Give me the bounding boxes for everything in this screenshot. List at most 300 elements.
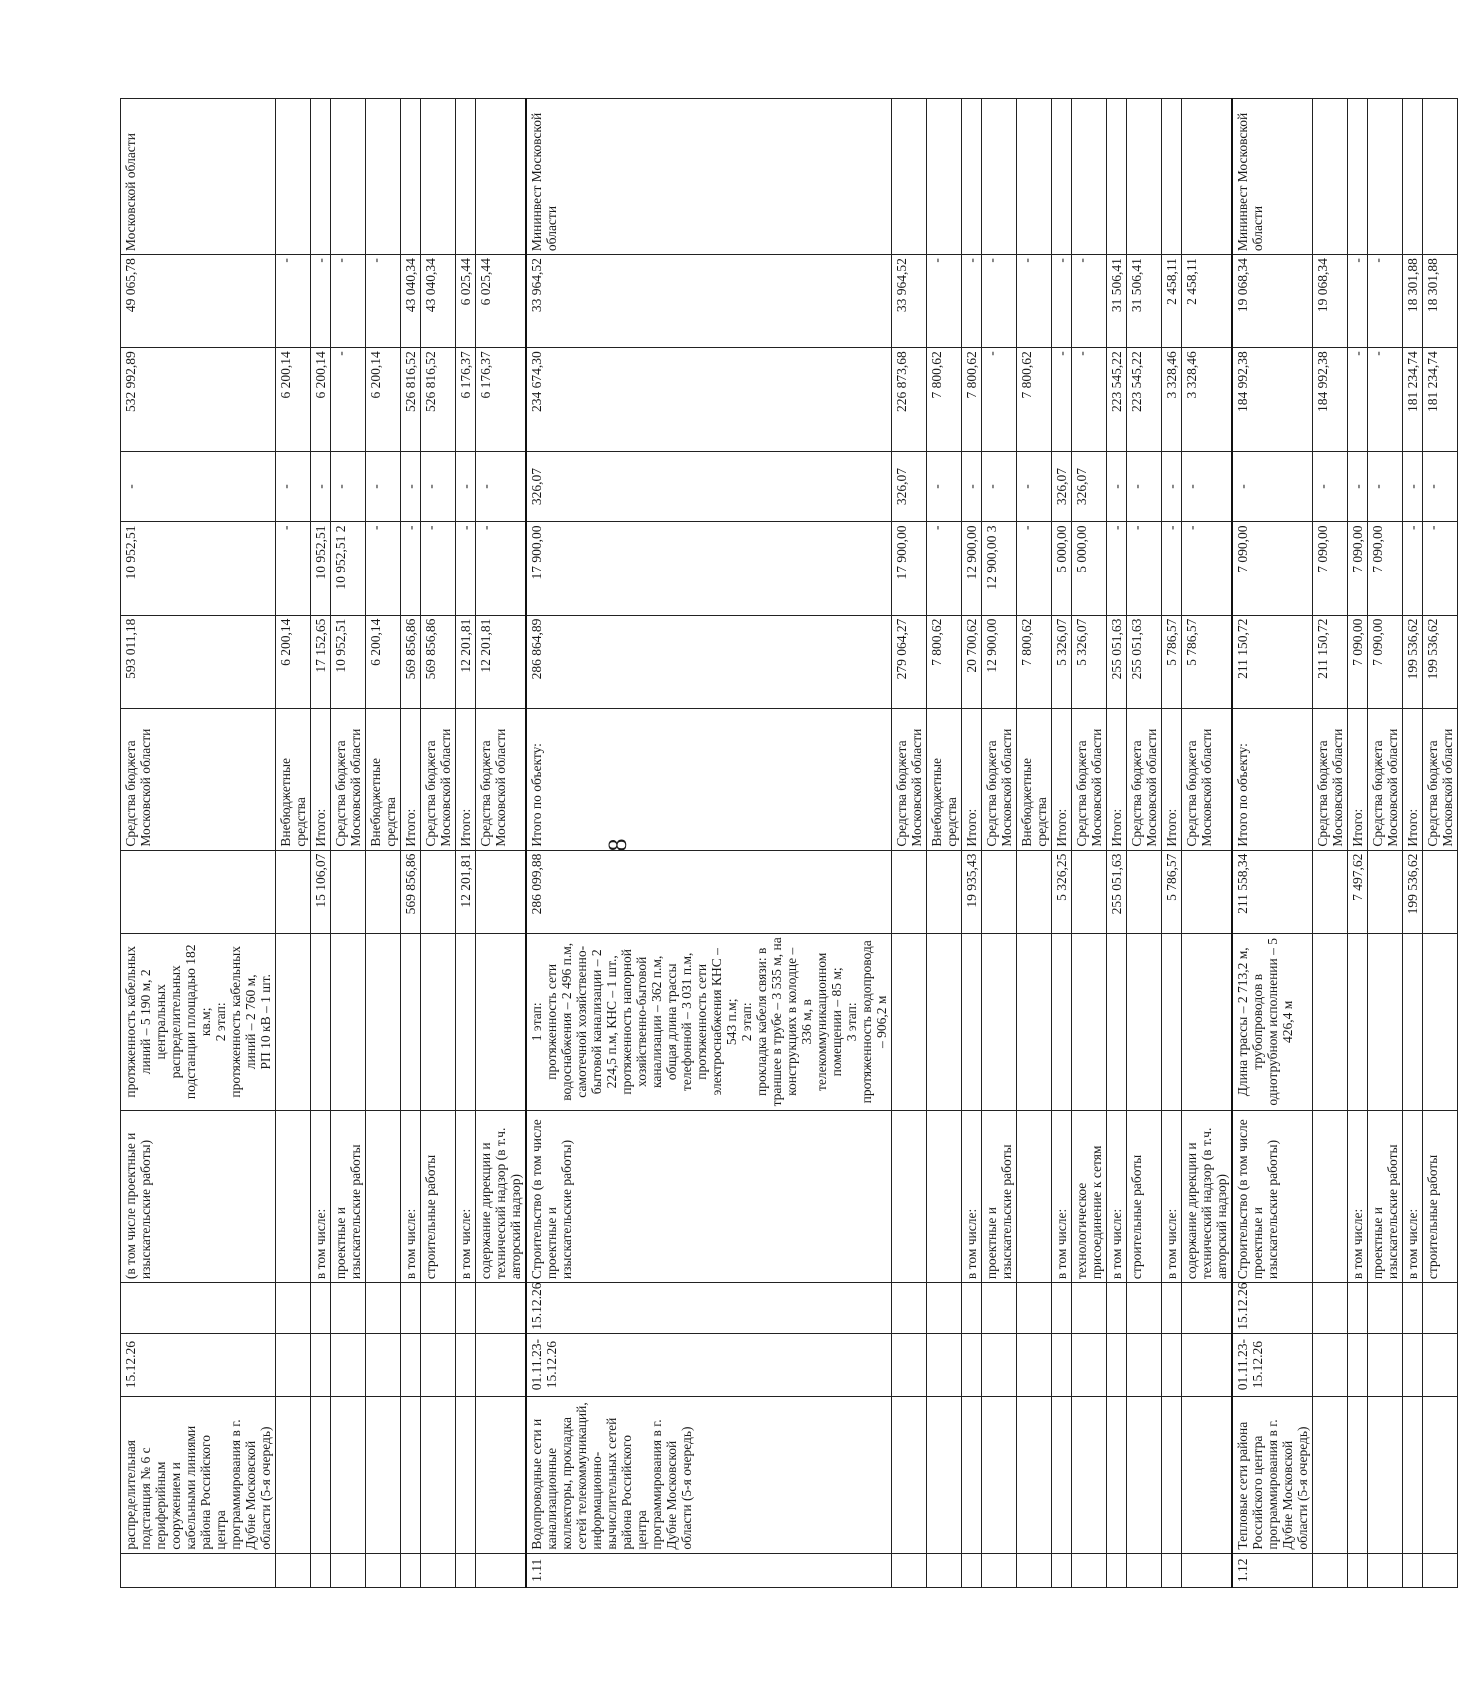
cell-year-2026: 31 506,41 [1107, 255, 1127, 348]
cell-funding-source: Итого: [311, 708, 331, 850]
cell-year-2026: - [982, 255, 1017, 348]
cell-year-2026: 18 301,88 [1423, 255, 1458, 348]
cell-estimated-cost: 15 106,07 [311, 850, 331, 933]
cell-year-2026: - [311, 255, 331, 348]
cell-year-2025: - [1368, 348, 1403, 451]
cell-year-2024: - [1423, 451, 1458, 522]
cell-funding-source: Внебюджетные средства [927, 708, 962, 850]
cell-object-name [401, 1396, 421, 1553]
cell-capacity [1072, 933, 1107, 1110]
cell-customer [1348, 99, 1368, 255]
cell-period [1182, 1333, 1233, 1396]
cell-object-name [1017, 1396, 1052, 1553]
cell-work-type [1017, 1110, 1052, 1282]
cell-funding-source: Средства бюджета Московской области [421, 708, 456, 850]
cell-year-2026: - [1368, 255, 1403, 348]
cell-customer [401, 99, 421, 255]
cell-year-2023: 17 900,00 [526, 522, 892, 615]
cell-customer [311, 99, 331, 255]
cell-year-2025: 184 992,38 [1313, 348, 1348, 451]
cell-year-2026: 19 068,34 [1313, 255, 1348, 348]
cell-object-name: распределительная подстанция № 6 с периферийным сооружением и кабельными линиями района Российского центра программирования в г. Дубне Московской области (5-я очередь) [121, 1396, 276, 1553]
cell-capacity [1017, 933, 1052, 1110]
cell-year-2025: - [982, 348, 1017, 451]
cell-capacity [1403, 933, 1423, 1110]
cell-total: 286 864,89 [526, 615, 892, 708]
cell-capacity [456, 933, 476, 1110]
cell-work-type: в том числе: [962, 1110, 982, 1282]
cell-capacity [276, 933, 311, 1110]
cell-year-2024: - [1017, 451, 1052, 522]
cell-estimated-cost [1127, 850, 1162, 933]
cell-estimated-cost [1017, 850, 1052, 933]
cell-work-type: проектные и изыскательские работы [1368, 1110, 1403, 1282]
cell-customer [366, 99, 401, 255]
cell-completion-date [476, 1283, 527, 1334]
cell-funding-source: Средства бюджета Московской области [476, 708, 527, 850]
cell-year-2023: 12 900,00 [962, 522, 982, 615]
cell-year-2026: 6 025,44 [476, 255, 527, 348]
cell-work-type: в том числе: [1348, 1110, 1368, 1282]
cell-funding-source: Итого по объекту: [526, 708, 892, 850]
cell-customer [1403, 99, 1423, 255]
cell-year-2025: 7 800,62 [962, 348, 982, 451]
cell-work-type: содержание дирекции и технический надзор (в т.ч. авторский надзор) [1182, 1110, 1233, 1282]
table-row [892, 99, 927, 1588]
cell-capacity [1107, 933, 1127, 1110]
cell-object-name [1423, 1396, 1458, 1553]
cell-year-2024: - [121, 451, 276, 522]
cell-year-2025: 3 328,46 [1162, 348, 1182, 451]
cell-work-type: технологическое присоединение к сетям [1072, 1110, 1107, 1282]
cell-work-type [276, 1110, 311, 1282]
cell-estimated-cost: 569 856,86 [401, 850, 421, 933]
cell-year-2024: - [401, 451, 421, 522]
cell-capacity [401, 933, 421, 1110]
cell-object-name [421, 1396, 456, 1553]
cell-customer: Мининвест Московской области [1232, 99, 1313, 255]
cell-customer: Московской области [121, 99, 276, 255]
cell-row-number [421, 1553, 456, 1587]
cell-year-2024: - [366, 451, 401, 522]
cell-total: 211 150,72 [1232, 615, 1313, 708]
cell-funding-source: Внебюджетные средства [276, 708, 311, 850]
cell-year-2023: - [276, 522, 311, 615]
cell-row-number [1423, 1553, 1458, 1587]
cell-period [311, 1333, 331, 1396]
cell-total: 593 011,18 [121, 615, 276, 708]
cell-row-number [892, 1553, 927, 1587]
cell-year-2025: 184 992,38 [1232, 348, 1313, 451]
cell-year-2023: 5 000,00 [1072, 522, 1107, 615]
cell-year-2025: 6 176,37 [476, 348, 527, 451]
cell-year-2024: - [1348, 451, 1368, 522]
cell-year-2023: - [476, 522, 527, 615]
cell-year-2025: - [1348, 348, 1368, 451]
cell-year-2024: - [962, 451, 982, 522]
cell-object-name [1313, 1396, 1348, 1553]
cell-completion-date [1368, 1283, 1403, 1334]
cell-year-2024: - [927, 451, 962, 522]
cell-object-name [1368, 1396, 1403, 1553]
cell-year-2026: 33 964,52 [892, 255, 927, 348]
cell-row-number [1348, 1553, 1368, 1587]
cell-total: 7 090,00 [1348, 615, 1368, 708]
cell-total: 10 952,51 [331, 615, 366, 708]
cell-customer [456, 99, 476, 255]
cell-estimated-cost: 7 497,62 [1348, 850, 1368, 933]
cell-period [927, 1333, 962, 1396]
cell-period [1072, 1333, 1107, 1396]
cell-estimated-cost [276, 850, 311, 933]
cell-row-number [121, 1553, 276, 1587]
cell-year-2023: - [401, 522, 421, 615]
cell-year-2024: - [1182, 451, 1233, 522]
cell-year-2026: - [276, 255, 311, 348]
cell-year-2023: 12 900,00 3 [982, 522, 1017, 615]
cell-customer [1107, 99, 1127, 255]
cell-year-2026: - [1017, 255, 1052, 348]
cell-year-2026: - [331, 255, 366, 348]
cell-year-2023: - [366, 522, 401, 615]
cell-object-name [1348, 1396, 1368, 1553]
cell-row-number [476, 1553, 527, 1587]
cell-total: 6 200,14 [366, 615, 401, 708]
cell-year-2026: - [1052, 255, 1072, 348]
cell-capacity [982, 933, 1017, 1110]
cell-row-number [366, 1553, 401, 1587]
cell-estimated-cost: 5 326,25 [1052, 850, 1072, 933]
cell-period [401, 1333, 421, 1396]
cell-completion-date [1348, 1283, 1368, 1334]
rotated-table-wrapper [120, 98, 1455, 1588]
cell-year-2023: - [1127, 522, 1162, 615]
cell-period [982, 1333, 1017, 1396]
cell-year-2025: 6 200,14 [311, 348, 331, 451]
table-row [1348, 99, 1368, 1588]
cell-object-name [331, 1396, 366, 1553]
cell-year-2026: - [962, 255, 982, 348]
cell-period [1313, 1333, 1348, 1396]
table-row [366, 99, 401, 1588]
cell-year-2025: 7 800,62 [927, 348, 962, 451]
table-row [1017, 99, 1052, 1588]
cell-customer [1368, 99, 1403, 255]
cell-total: 569 856,86 [401, 615, 421, 708]
cell-funding-source: Итого: [1162, 708, 1182, 850]
cell-completion-date [421, 1283, 456, 1334]
cell-completion-date [962, 1283, 982, 1334]
table-row [1107, 99, 1127, 1588]
cell-capacity [1348, 933, 1368, 1110]
cell-period [276, 1333, 311, 1396]
cell-capacity: 1 этап: протяженность сети водоснабжения – 2 496 п.м, самотечной хозяйственно-бытовой канализации – 2 224,5 п.м, КНС – 1 шт., протяженность напорной хозяйственно-бытовой канализации – 362 п.м, общая длина трассы телефонной – 3 031 п.м, протяженность сети электроснабжения КНС – 543 п.м; 2 этап: прокладка кабеля связи: в траншее в трубе – 3 535 м, на конструкциях в колодце – 336 м, в телекоммуникационном помещении – 85 м; 3 этап: протяженность водопровода – 906,2 м [526, 933, 892, 1110]
cell-year-2026: 31 506,41 [1127, 255, 1162, 348]
cell-year-2025: 6 200,14 [366, 348, 401, 451]
cell-total: 255 051,63 [1107, 615, 1127, 708]
cell-year-2026: 33 964,52 [526, 255, 892, 348]
cell-work-type: в том числе: [401, 1110, 421, 1282]
cell-year-2023: - [1182, 522, 1233, 615]
cell-work-type: (в том числе проектные и изыскательские работы) [121, 1110, 276, 1282]
cell-total: 279 064,27 [892, 615, 927, 708]
cell-funding-source: Средства бюджета Московской области [1182, 708, 1233, 850]
cell-year-2025: 226 873,68 [892, 348, 927, 451]
cell-row-number [1017, 1553, 1052, 1587]
cell-work-type [927, 1110, 962, 1282]
cell-total: 5 786,57 [1162, 615, 1182, 708]
cell-object-name [982, 1396, 1017, 1553]
cell-year-2024: - [1107, 451, 1127, 522]
cell-row-number: 1.11 [526, 1553, 892, 1587]
cell-total: 7 800,62 [927, 615, 962, 708]
cell-work-type: в том числе: [311, 1110, 331, 1282]
cell-capacity [892, 933, 927, 1110]
cell-funding-source: Средства бюджета Московской области [892, 708, 927, 850]
cell-year-2023: 5 000,00 [1052, 522, 1072, 615]
cell-year-2026: - [1348, 255, 1368, 348]
cell-total: 12 201,81 [456, 615, 476, 708]
cell-capacity [1127, 933, 1162, 1110]
table-row [421, 99, 456, 1588]
cell-completion-date [1313, 1283, 1348, 1334]
cell-completion-date [1182, 1283, 1233, 1334]
cell-year-2025: 234 674,30 [526, 348, 892, 451]
cell-period [1423, 1333, 1458, 1396]
cell-customer [927, 99, 962, 255]
cell-customer [421, 99, 456, 255]
cell-completion-date [1127, 1283, 1162, 1334]
table-row [1072, 99, 1107, 1588]
cell-year-2023: - [1017, 522, 1052, 615]
cell-completion-date [366, 1283, 401, 1334]
cell-funding-source: Средства бюджета Московской области [1423, 708, 1458, 850]
cell-customer [962, 99, 982, 255]
cell-capacity [311, 933, 331, 1110]
cell-customer [1313, 99, 1348, 255]
cell-year-2023: - [1423, 522, 1458, 615]
cell-object-name [276, 1396, 311, 1553]
cell-funding-source: Средства бюджета Московской области [1127, 708, 1162, 850]
cell-customer [331, 99, 366, 255]
cell-completion-date [1107, 1283, 1127, 1334]
cell-capacity [421, 933, 456, 1110]
cell-estimated-cost [1182, 850, 1233, 933]
cell-period: 01.11.23-15.12.26 [1232, 1333, 1313, 1396]
cell-year-2023: - [456, 522, 476, 615]
table-row [1313, 99, 1348, 1588]
cell-period [1127, 1333, 1162, 1396]
cell-total: 255 051,63 [1127, 615, 1162, 708]
cell-customer [1162, 99, 1182, 255]
cell-work-type: строительные работы [1423, 1110, 1458, 1282]
cell-funding-source: Итого: [1348, 708, 1368, 850]
cell-year-2024: 326,07 [1072, 451, 1107, 522]
cell-period [1162, 1333, 1182, 1396]
cell-row-number [1072, 1553, 1107, 1587]
cell-capacity [1313, 933, 1348, 1110]
cell-total: 211 150,72 [1313, 615, 1348, 708]
cell-year-2023: - [1162, 522, 1182, 615]
cell-completion-date [311, 1283, 331, 1334]
cell-funding-source: Итого по объекту: [1232, 708, 1313, 850]
table-row [1127, 99, 1162, 1588]
table-row [121, 99, 276, 1588]
cell-year-2026: 2 458,11 [1182, 255, 1233, 348]
cell-funding-source: Средства бюджета Московской области [982, 708, 1017, 850]
cell-row-number [276, 1553, 311, 1587]
cell-completion-date: 15.12.26 [526, 1283, 892, 1334]
cell-completion-date: 15.12.26 [1232, 1283, 1313, 1334]
cell-year-2023: - [927, 522, 962, 615]
cell-year-2023: 17 900,00 [892, 522, 927, 615]
cell-period: 01.11.23-15.12.26 [526, 1333, 892, 1396]
cell-year-2024: - [1368, 451, 1403, 522]
cell-capacity [962, 933, 982, 1110]
cell-customer [1052, 99, 1072, 255]
cell-period [1348, 1333, 1368, 1396]
cell-period [476, 1333, 527, 1396]
cell-completion-date [892, 1283, 927, 1334]
cell-estimated-cost [121, 850, 276, 933]
cell-total: 199 536,62 [1423, 615, 1458, 708]
cell-total: 20 700,62 [962, 615, 982, 708]
cell-total: 12 201,81 [476, 615, 527, 708]
cell-object-name [1162, 1396, 1182, 1553]
table-row [456, 99, 476, 1588]
cell-year-2024: - [1313, 451, 1348, 522]
table-row [401, 99, 421, 1588]
cell-object-name [962, 1396, 982, 1553]
table-row [476, 99, 527, 1588]
cell-year-2026: 6 025,44 [456, 255, 476, 348]
cell-object-name [311, 1396, 331, 1553]
table-row [1182, 99, 1233, 1588]
cell-completion-date [1423, 1283, 1458, 1334]
cell-period [366, 1333, 401, 1396]
cell-customer [1182, 99, 1233, 255]
cell-object-name: Тепловые сети района Российского центра программирования в г. Дубне Московской области (5-я очередь) [1232, 1396, 1313, 1553]
cell-year-2025: 6 176,37 [456, 348, 476, 451]
cell-period [1052, 1333, 1072, 1396]
cell-object-name [892, 1396, 927, 1553]
cell-estimated-cost [1313, 850, 1348, 933]
cell-customer [1127, 99, 1162, 255]
cell-year-2025: 7 800,62 [1017, 348, 1052, 451]
cell-row-number [1403, 1553, 1423, 1587]
cell-total: 7 800,62 [1017, 615, 1052, 708]
cell-period [1107, 1333, 1127, 1396]
cell-customer [276, 99, 311, 255]
cell-year-2026: - [1072, 255, 1107, 348]
cell-total: 199 536,62 [1403, 615, 1423, 708]
cell-capacity [366, 933, 401, 1110]
cell-year-2024: 326,07 [526, 451, 892, 522]
cell-row-number [1368, 1553, 1403, 1587]
cell-year-2024: - [1403, 451, 1423, 522]
cell-object-name [927, 1396, 962, 1553]
cell-year-2026: 43 040,34 [401, 255, 421, 348]
cell-year-2025: 181 234,74 [1423, 348, 1458, 451]
cell-customer: Мининвест Московской области [526, 99, 892, 255]
table-row [1232, 99, 1313, 1588]
cell-estimated-cost: 12 201,81 [456, 850, 476, 933]
page-number: 8 [603, 838, 632, 852]
cell-estimated-cost [927, 850, 962, 933]
table-row [1423, 99, 1458, 1588]
cell-year-2025: 6 200,14 [276, 348, 311, 451]
cell-period [962, 1333, 982, 1396]
cell-row-number: 1.12 [1232, 1553, 1313, 1587]
cell-work-type: в том числе: [1403, 1110, 1423, 1282]
cell-total: 12 900,00 [982, 615, 1017, 708]
cell-work-type: в том числе: [1107, 1110, 1127, 1282]
cell-funding-source: Средства бюджета Московской области [1313, 708, 1348, 850]
cell-estimated-cost: 211 558,34 [1232, 850, 1313, 933]
table-row [1368, 99, 1403, 1588]
cell-object-name [1127, 1396, 1162, 1553]
table-row [1403, 99, 1423, 1588]
cell-funding-source: Внебюджетные средства [366, 708, 401, 850]
cell-year-2024: 326,07 [892, 451, 927, 522]
cell-year-2023: 10 952,51 [121, 522, 276, 615]
cell-year-2024: - [276, 451, 311, 522]
cell-funding-source: Итого: [456, 708, 476, 850]
cell-customer [1017, 99, 1052, 255]
cell-total: 5 326,07 [1072, 615, 1107, 708]
cell-capacity: Длина трассы – 2 713,2 м, трубопроводов в однотрубном исполнении – 5 426,4 м [1232, 933, 1313, 1110]
cell-year-2025: 526 816,52 [421, 348, 456, 451]
cell-period [1017, 1333, 1052, 1396]
cell-row-number [1313, 1553, 1348, 1587]
cell-total: 17 152,65 [311, 615, 331, 708]
cell-completion-date [401, 1283, 421, 1334]
cell-object-name [1182, 1396, 1233, 1553]
cell-row-number [1127, 1553, 1162, 1587]
cell-work-type: строительные работы [421, 1110, 456, 1282]
cell-object-name [456, 1396, 476, 1553]
cell-row-number [1107, 1553, 1127, 1587]
cell-year-2026: 43 040,34 [421, 255, 456, 348]
cell-work-type: содержание дирекции и технический надзор (в т.ч. авторский надзор) [476, 1110, 527, 1282]
cell-year-2023: 10 952,51 [311, 522, 331, 615]
cell-completion-date [331, 1283, 366, 1334]
cell-capacity: протяженность кабельных линий – 5 190 м, 2 центральных распределительных подстанции площадью 182 кв.м; 2 этап: протяженность кабельных линий – 2 760 м, РП 10 кВ – 1 шт. [121, 933, 276, 1110]
cell-estimated-cost [982, 850, 1017, 933]
cell-year-2026: - [366, 255, 401, 348]
cell-period [331, 1333, 366, 1396]
cell-completion-date [982, 1283, 1017, 1334]
cell-estimated-cost [1072, 850, 1107, 933]
cell-year-2023: - [1403, 522, 1423, 615]
cell-work-type: в том числе: [1162, 1110, 1182, 1282]
cell-row-number [331, 1553, 366, 1587]
cell-row-number [456, 1553, 476, 1587]
cell-row-number [962, 1553, 982, 1587]
cell-year-2025: 532 992,89 [121, 348, 276, 451]
cell-year-2025: - [1072, 348, 1107, 451]
cell-year-2026: 18 301,88 [1403, 255, 1423, 348]
cell-year-2025: 223 545,22 [1107, 348, 1127, 451]
cell-year-2025: 181 234,74 [1403, 348, 1423, 451]
cell-estimated-cost [1423, 850, 1458, 933]
cell-period: 15.12.26 [121, 1333, 276, 1396]
cell-completion-date [1052, 1283, 1072, 1334]
cell-year-2023: - [1107, 522, 1127, 615]
cell-year-2025: - [331, 348, 366, 451]
cell-estimated-cost [476, 850, 527, 933]
cell-completion-date [1072, 1283, 1107, 1334]
